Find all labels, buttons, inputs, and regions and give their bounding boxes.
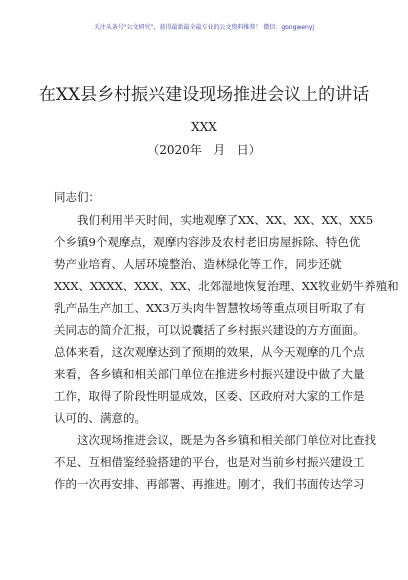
body-line: 认可的、满意的。 <box>54 411 146 425</box>
body-line: 关同志的简介汇报，可以说囊括了乡村振兴建设的方方面面。 <box>54 323 365 337</box>
body-line: 个乡镇9个观摩点，观摩内容涉及农村老旧房屋拆除、特色优 <box>54 235 361 249</box>
body-line: 势产业培育、人居环境整治、造林绿化等工作，同步还就 <box>54 257 342 271</box>
date-line: （2020年 月 日） <box>147 143 261 157</box>
body-line: 总体来看，这次观摩达到了预期的效果，从今天观摩的几个点 <box>54 345 365 359</box>
body-line: 这次现场推进会议，既是为各乡镇和相关部门单位对比查找 <box>77 433 376 447</box>
body-line: 不足、互相借鉴经验搭建的平台，也是对当前乡村振兴建设工 <box>54 455 365 469</box>
author: XXX <box>191 120 217 134</box>
body-line: 工作，取得了阶段性明显成效，区委、区政府对大家的工作是 <box>54 389 365 403</box>
body-line: 我们利用半天时间，实地观摩了XX、XX、XX、XX、XX5 <box>77 213 374 227</box>
document-title: 在XX县乡村振兴建设现场推进会议上的讲话 <box>38 85 370 105</box>
body-line: 来看，各乡镇和相关部门单位在推进乡村振兴建设中做了大量 <box>54 367 365 381</box>
body-line: XXX、XXXX、XXX、XX、北郊湿地恢复治理、XX牧业奶牛养殖和 <box>54 279 399 293</box>
header-banner: 关注头条号"公文研究"，获得最新最全最专业的公文资料推荐！ 微信：gongwenyj <box>93 24 315 31</box>
salutation: 同志们： <box>54 190 100 204</box>
body-line: 作的一次再安排、再部署、再推进。刚才，我们书面传达学习 <box>54 477 365 491</box>
body-line: 乳产品生产加工、XX3万头肉牛智慧牧场等重点项目听取了有 <box>54 301 366 315</box>
body-text <box>54 209 399 495</box>
